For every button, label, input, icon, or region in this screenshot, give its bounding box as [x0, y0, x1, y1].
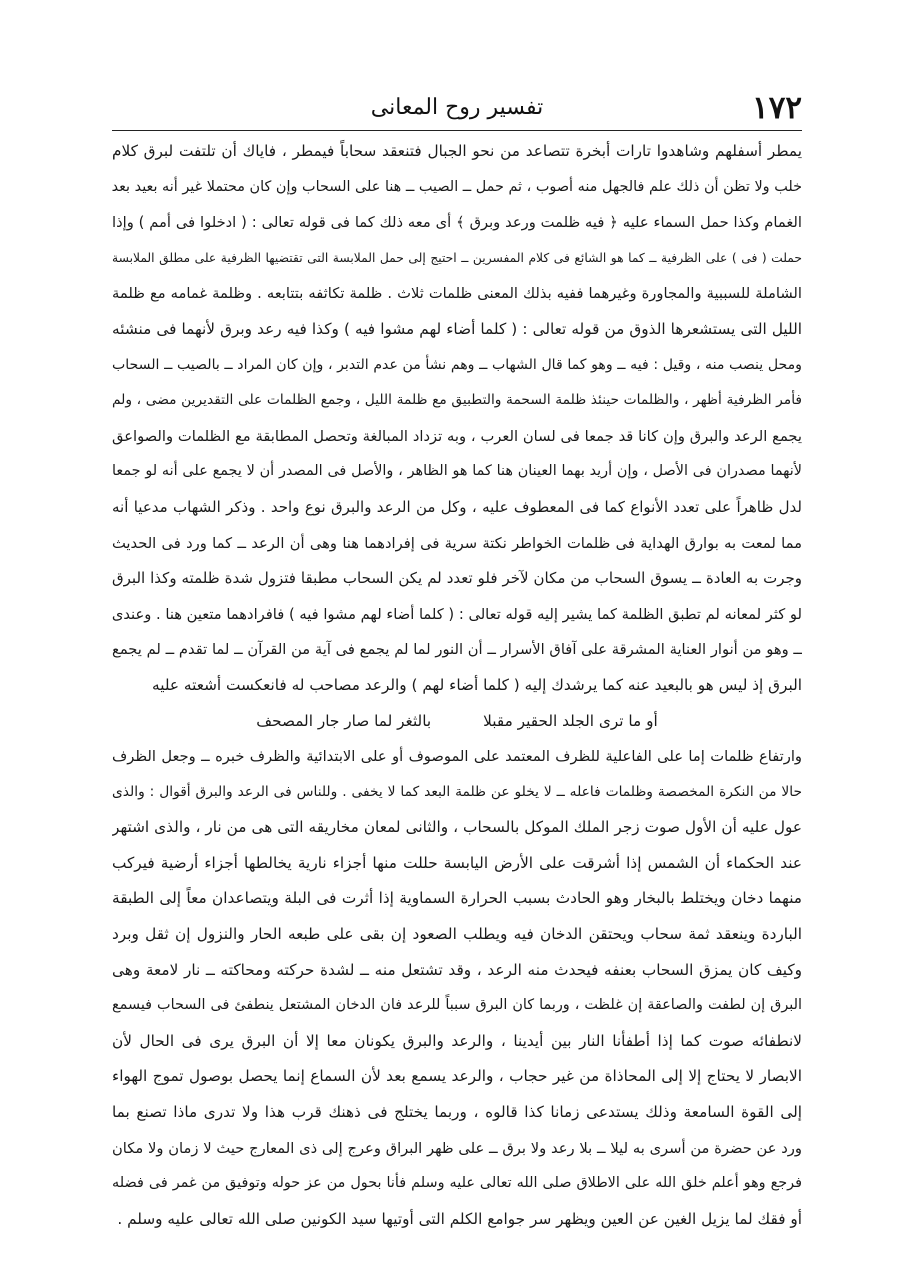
text-line: أو فقك لما يزيل الغين عن العين ويظهر سر جوامع الكلم التى أوتيها سيد الكونين صلى الله تعالى عليه وسلم . — [117, 1209, 802, 1228]
text-line: وارتفاع ظلمات إما على الفاعلية للظرف المعتمد على الموصوف أو على الابتدائية والظرف خبره ــ وجعل الظرف — [112, 748, 802, 766]
text-line: عول عليه أن الأول صوت زجر الملك الموكل بالسحاب ، والثانى لمعان مخاريقه التى هى من نار ، والذى اشتهر — [112, 818, 802, 837]
text-line: مما لمعت به بوارق الهداية فى ظلمات الخواطر نكتة سرية فى إفرادهما هنا وهى أن الرعد ــ كما ورد فى الحديث — [112, 534, 802, 552]
running-title: تفسير روح المعانى — [370, 95, 544, 120]
text-line: يمطر أسفلهم وشاهدوا تارات أبخرة تتصاعد من نحو الجبال فتنعقد سحاباً فيمطر ، فاياك أن تلتفت لبرق كلام — [112, 142, 802, 160]
verse-hemistich-right: أو ما ترى الجلد الحقير مقبلا — [483, 711, 658, 730]
text-line: الغمام وكذا حمل السماء عليه ﴿ فيه ظلمت ورعد وبرق ﴾ أى معه ذلك كما فى قوله تعالى : ( ادخلوا فى أمم ) وإذا — [112, 214, 802, 232]
page-header — [112, 88, 802, 128]
text-line: حملت ( فى ) على الظرفية ــ كما هو الشائع فى كلام المفسرين ــ احتيج إلى حمل الملابسة التى تقتضيها الظرفية على مطلق الملابسة — [112, 250, 802, 265]
text-line: ــ وهو من أنوار العناية المشرقة على آفاق الأسرار ــ أن النور لما لم يجمع فى آية من القرآن ــ لما تقدم ــ لم يجمع — [112, 641, 802, 659]
text-line: خلب ولا تظن أن ذلك علم فالجهل منه أصوب ، ثم حمل ــ الصيب ــ هنا على السحاب وإن كان محتملا غير أنه بعيد بعد — [112, 178, 802, 195]
text-line: فرجع وهو أعلم خلق الله على الاطلاق صلى الله تعالى عليه وسلم فأنا بحول من عز حوله وتوفيق من غمر فى فضله — [112, 1175, 802, 1192]
text-line: عند الحكماء أن الشمس إذا أشرقت على الأرض اليابسة حللت منها أجزاء نارية يخالطها أجزاء أرضية فيركب — [112, 853, 802, 872]
text-line: لو كثر لمعانه لم تطبق الظلمة كما يشير إليه قوله تعالى : ( كلما أضاء لهم مشوا فيه ) فافرادهما متعين هنا . وعندى — [112, 605, 802, 623]
text-line: وكيف كان يمزق السحاب بعنفه فيحدث منه الرعد ، وقد تشتعل منه ــ لشدة حركته ومحاكته ــ نار لامعة وهى — [112, 960, 802, 979]
page-number: ١٧٢ — [752, 90, 802, 126]
text-line: يجمع الرعد والبرق وإن كانا قد جمعا فى لسان العرب ، وبه تزداد المبالغة وتحصل المطابقة مع الظلمات والصواعق — [112, 427, 802, 445]
header-rule — [112, 130, 802, 131]
body-text — [112, 134, 802, 1237]
text-line: البرق إذ ليس هو بالبعيد عنه كما يرشدك إليه ( كلما أضاء لهم ) والرعد مصاحب له فانعكست أشعته عليه — [152, 675, 802, 694]
text-line: الشاملة للسببية والمجاورة وغيرهما ففيه بذلك المعنى ظلمات ثلاث . ظلمة تكاثفه بتتابعه . وظلمة غمامه مع ظلمة — [112, 285, 802, 303]
text-line: فأمر الظرفية أظهر ، والظلمات حينئذ ظلمة السحمة والتطبيق مع ظلمة الليل ، وجمع الظلمات على التقديرين مضى ، ولم — [112, 392, 802, 409]
text-line: ورد عن حضرة من أسرى به ليلا ــ بلا رعد ولا برق ــ على ظهر البراق وعرج إلى ذى المعارج حيث لا زمان ولا مكان — [112, 1139, 802, 1157]
text-line: لدل ظاهراً على تعدد الأنواع كما فى المعطوف عليه ، وكل من الرعد والبرق نوع واحد . وذكر الشهاب مدعيا أنه — [112, 497, 802, 516]
text-line: لانطفائه صوت كما إذا أطفأنا النار بين أيدينا ، والرعد والبرق يكونان معا إلا أن البرق يرى فى الحال لأن — [112, 1031, 802, 1050]
verse-hemistich-left: بالثغر لما صار جار المصحف — [256, 711, 432, 730]
text-line: الليل التى يستشعرها الذوق من قوله تعالى : ( كلما أضاء لهم مشوا فيه ) وكذا فيه رعد وبرق لأنهما فى منشئه — [112, 319, 802, 338]
text-line: ومحل ينصب منه ، وقيل : فيه ــ وهو كما قال الشهاب ــ وهم نشأ من عدم التدبر ، وإن كان المراد ــ بالصيب ــ السحاب — [112, 356, 802, 373]
text-line: حالا من النكرة المخصصة وظلمات فاعله ــ لا يخلو عن ظلمة البعد كما لا يخفى . وللناس فى الرعد والبرق أقوال : والذى — [112, 783, 802, 800]
text-line: وجرت به العادة ــ يسوق السحاب من مكان لآخر فلو تعدد لم يكن السحاب مطبقا فتزول شدة ظلمته وكذا البرق — [112, 569, 802, 588]
text-line: إلى القوة السامعة وذلك يستدعى زمانا كذا قالوه ، وربما يختلج فى ذهنك قرب هذا ولا تدرى ماذا تصنع بما — [112, 1103, 802, 1122]
text-line: منهما دخان ويختلط بالبخار وهو الحادث بسبب الحرارة السماوية إذا أثرت فى البلة ويتصاعدان معاً إلى الطبقة — [112, 889, 802, 908]
text-line: البرق إن لطفت والصاعقة إن غلظت ، وربما كان البرق سبباً للرعد فان الدخان المشتعل ينطفئ فى السحاب فيسمع — [112, 997, 802, 1014]
text-line: الابصار لا يحتاج إلا إلى المحاذاة من غير حجاب ، والرعد يسمع بعد لأن السماع إنما يحصل بوصول تموج الهواء — [112, 1067, 802, 1086]
text-line: لأنهما مصدران فى الأصل ، وإن أريد بهما العينان هنا كما هو الظاهر ، والأصل فى المصدر أن لا يجمع على أنه لو جمعا — [112, 463, 802, 480]
text-line: الباردة وينعقد ثمة سحاب ويحتقن الدخان فيه ويطلب الصعود إن بقى على طبعه الحار والنزول إن ثقل وبرد — [112, 925, 802, 944]
poetry-verse — [112, 704, 802, 740]
